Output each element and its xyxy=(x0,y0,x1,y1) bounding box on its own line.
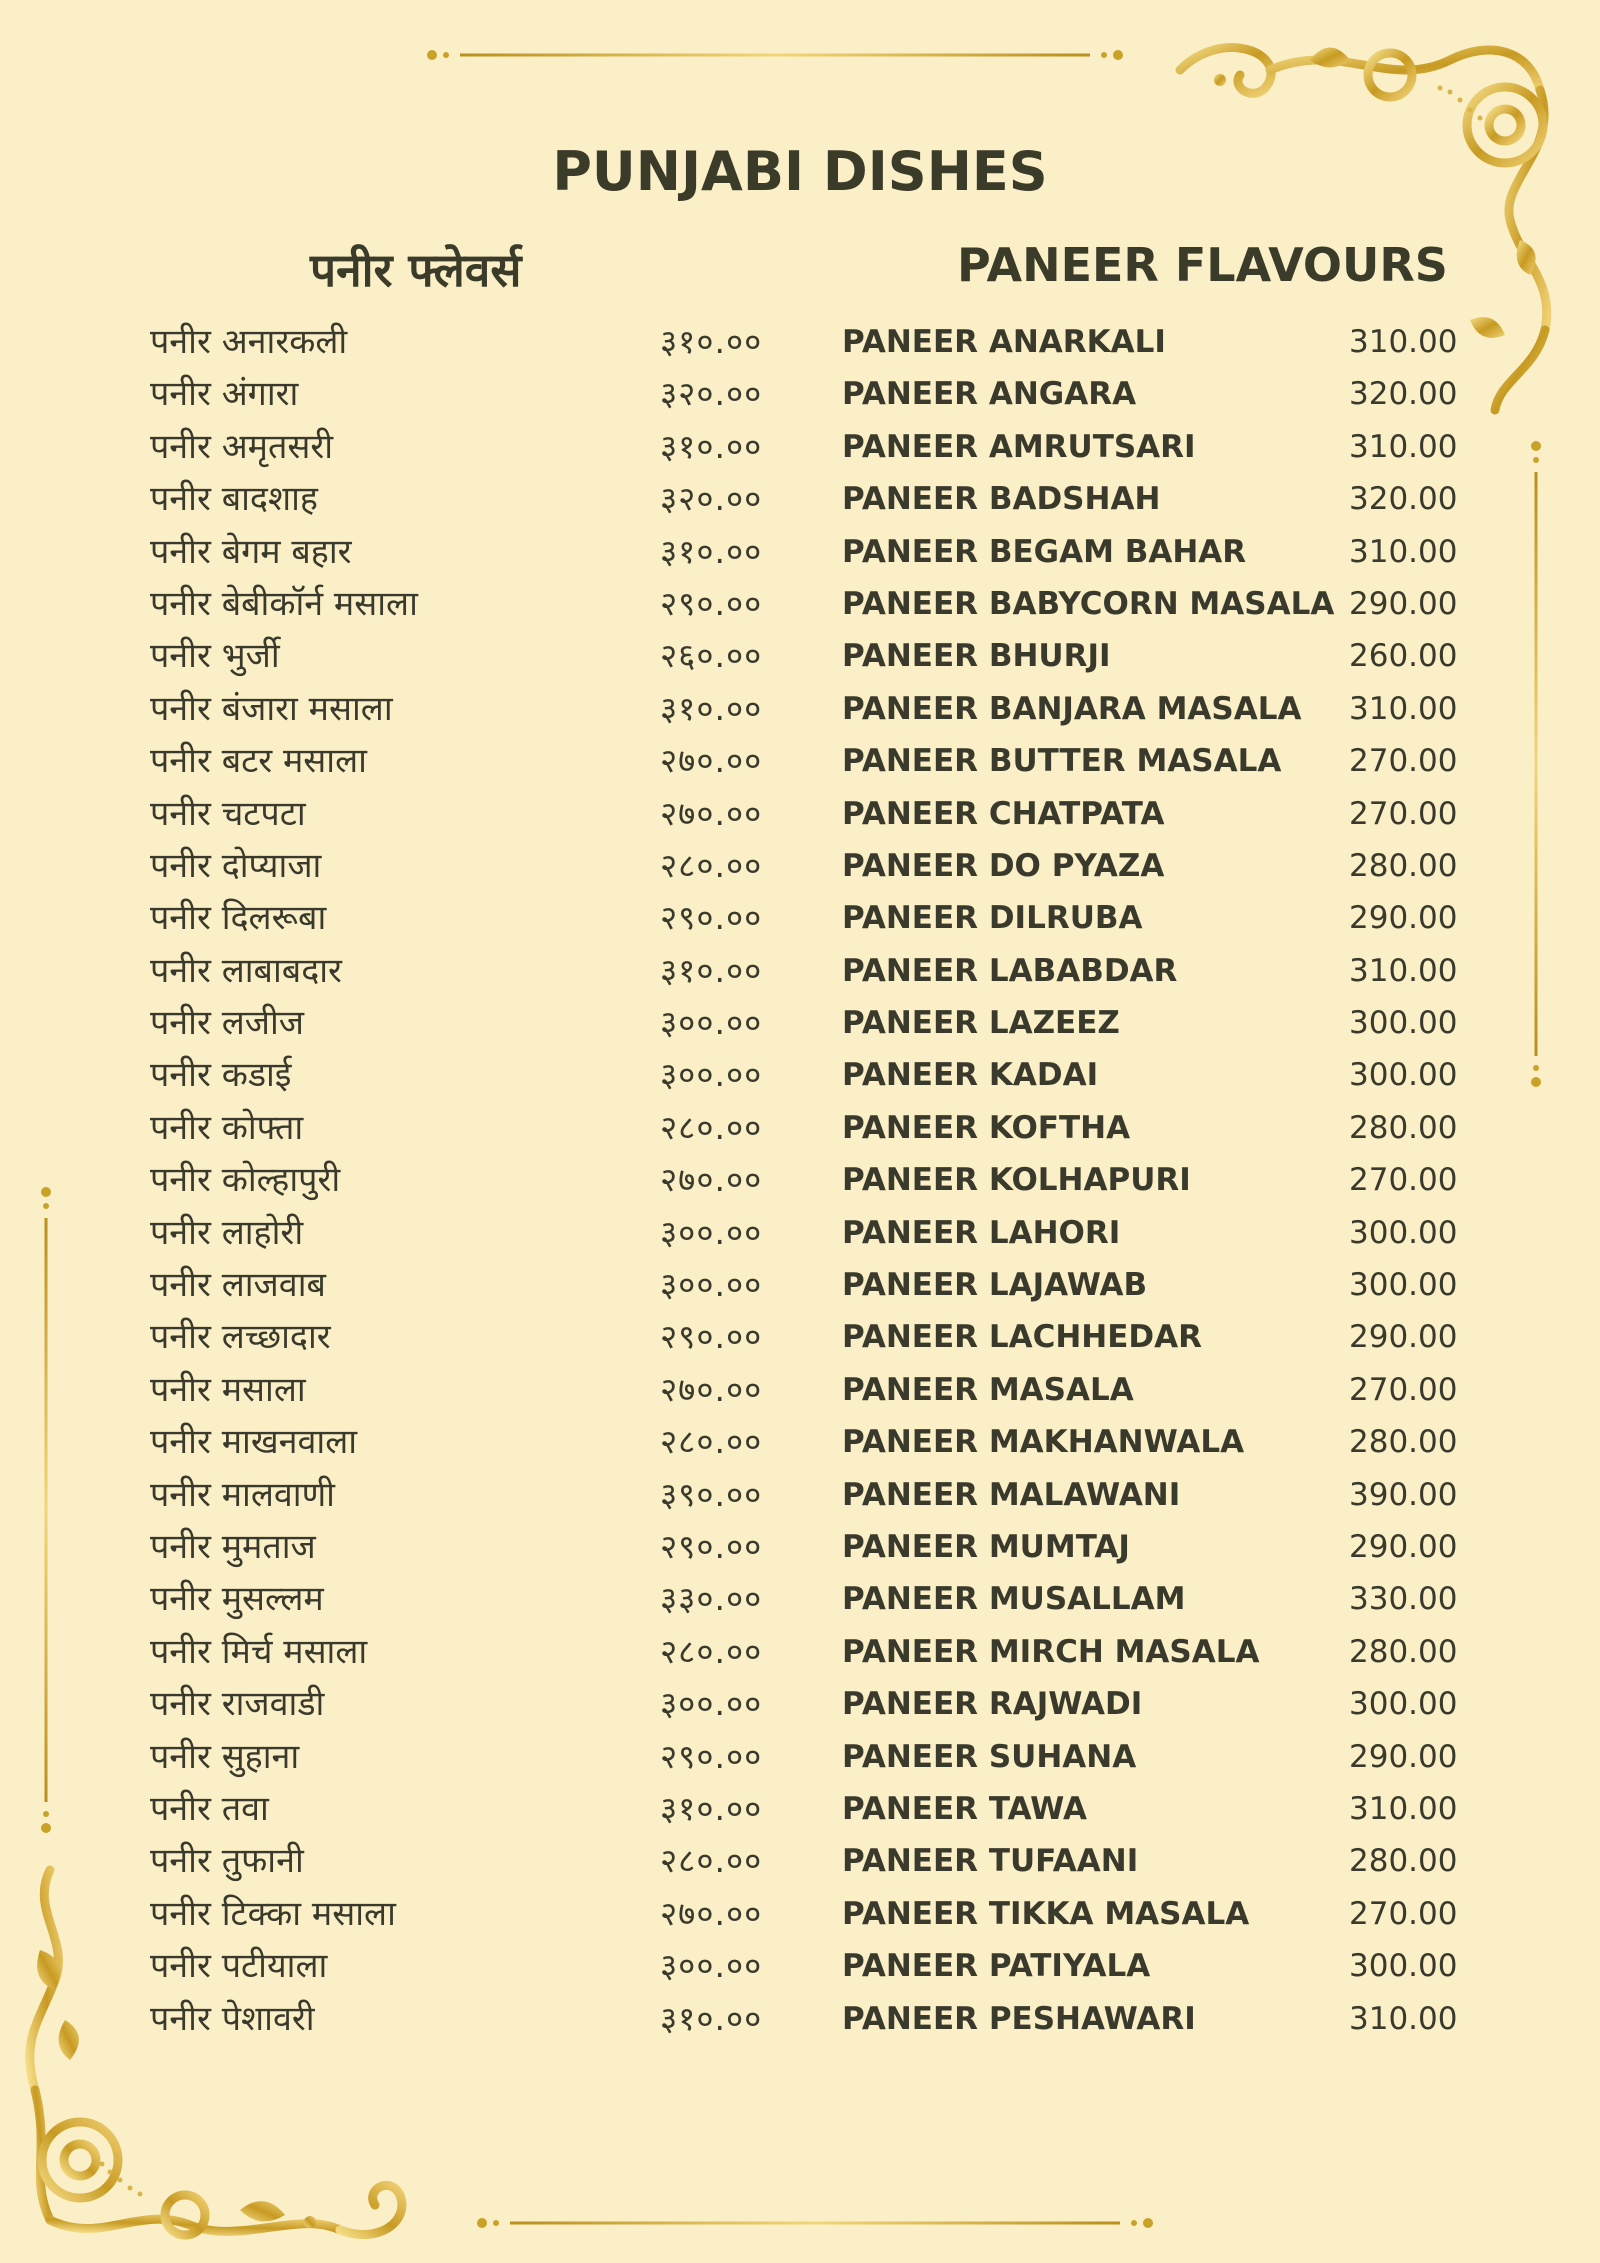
dish-price-marathi: ३१०.०० xyxy=(660,531,763,571)
dish-price-english: 300.00 xyxy=(1349,1057,1458,1094)
dish-price-marathi: २६०.०० xyxy=(660,636,763,676)
menu-row xyxy=(0,578,1600,630)
dish-name-english: PANEER PATIYALA xyxy=(842,1948,1151,1985)
dish-name-marathi: पनीर माखनवाला xyxy=(150,1422,358,1463)
dish-price-english: 290.00 xyxy=(1349,900,1458,937)
dish-name-marathi: पनीर बेगम बहार xyxy=(150,531,352,572)
dish-price-english: 300.00 xyxy=(1349,1005,1458,1042)
dish-price-marathi: २९०.०० xyxy=(660,1526,763,1566)
dish-price-marathi: ३१०.०० xyxy=(660,322,763,361)
dish-name-english: PANEER BHURJI xyxy=(842,638,1111,675)
menu-row xyxy=(0,1678,1600,1730)
dish-price-marathi: २७०.०० xyxy=(660,1369,763,1409)
dish-name-english: PANEER DO PYAZA xyxy=(842,847,1165,884)
dish-price-english: 260.00 xyxy=(1349,638,1458,675)
menu-row xyxy=(0,473,1600,525)
dish-price-english: 280.00 xyxy=(1349,847,1458,884)
dish-price-marathi: ३००.०० xyxy=(660,1684,763,1724)
menu-row xyxy=(0,1521,1600,1573)
dish-name-english: PANEER LAJAWAB xyxy=(842,1267,1148,1304)
section-heading-marathi: पनीर फ्लेवर्स xyxy=(310,243,522,297)
dish-name-marathi: पनीर मालवाणी xyxy=(150,1474,335,1515)
dish-price-english: 270.00 xyxy=(1349,795,1458,832)
dish-price-marathi: २७०.०० xyxy=(660,1893,763,1933)
page-title: PUNJABI DISHES xyxy=(552,140,1048,203)
dish-price-english: 280.00 xyxy=(1349,1424,1458,1461)
dish-price-english: 280.00 xyxy=(1349,1109,1458,1146)
dish-name-marathi: पनीर लाहोरी xyxy=(150,1212,304,1253)
dish-name-english: PANEER BADSHAH xyxy=(842,481,1161,518)
dish-name-english: PANEER LABABDAR xyxy=(842,952,1178,989)
dish-name-english: PANEER DILRUBA xyxy=(842,900,1143,937)
dish-price-marathi: ३००.०० xyxy=(660,1212,763,1252)
dish-price-english: 290.00 xyxy=(1349,1319,1458,1356)
dish-price-marathi: ३३०.०० xyxy=(660,1579,763,1619)
dish-name-marathi: पनीर चटपटा xyxy=(150,793,306,834)
dish-name-english: PANEER TAWA xyxy=(842,1790,1087,1827)
dish-price-english: 310.00 xyxy=(1349,324,1458,360)
menu-row xyxy=(0,1259,1600,1311)
menu-row xyxy=(0,892,1600,944)
section-heading-english: PANEER FLAVOURS xyxy=(957,238,1448,292)
dish-price-english: 290.00 xyxy=(1349,1528,1458,1565)
menu-row xyxy=(0,1731,1600,1783)
dish-price-marathi: २८०.०० xyxy=(660,1422,763,1462)
dish-price-english: 300.00 xyxy=(1349,1214,1458,1251)
menu-row xyxy=(0,1102,1600,1154)
dish-price-english: 300.00 xyxy=(1349,1267,1458,1304)
menu-row xyxy=(0,1049,1600,1101)
menu-row xyxy=(0,945,1600,997)
dish-name-english: PANEER MUSALLAM xyxy=(842,1581,1186,1618)
menu-row xyxy=(0,630,1600,682)
dish-name-english: PANEER MALAWANI xyxy=(842,1476,1181,1513)
dish-name-english: PANEER CHATPATA xyxy=(842,795,1165,832)
dish-price-english: 310.00 xyxy=(1349,533,1458,570)
dish-price-marathi: ३००.०० xyxy=(660,1946,763,1986)
menu-row xyxy=(0,1469,1600,1521)
dish-price-english: 290.00 xyxy=(1349,1738,1458,1775)
dish-name-marathi: पनीर अमृतसरी xyxy=(150,426,334,467)
dish-name-marathi: पनीर लच्छादार xyxy=(150,1317,331,1358)
dish-name-english: PANEER ANARKALI xyxy=(842,324,1166,360)
dish-name-marathi: पनीर दिलरूबा xyxy=(150,898,327,939)
menu-row xyxy=(0,1207,1600,1259)
dish-name-marathi: पनीर मुसल्लम xyxy=(150,1579,324,1620)
dish-name-english: PANEER BANJARA MASALA xyxy=(842,690,1302,727)
dish-name-marathi: पनीर बादशाह xyxy=(150,479,318,520)
menu-row xyxy=(0,526,1600,578)
dish-name-marathi: पनीर भुर्जी xyxy=(150,636,280,677)
dish-price-marathi: २८०.०० xyxy=(660,1631,763,1671)
dish-price-english: 290.00 xyxy=(1349,585,1458,622)
dish-price-english: 270.00 xyxy=(1349,1371,1458,1408)
dish-name-english: PANEER KOLHAPURI xyxy=(842,1162,1191,1199)
dish-price-marathi: ३१०.०० xyxy=(660,426,763,466)
dish-name-marathi: पनीर मुमताज xyxy=(150,1526,316,1567)
dish-price-marathi: ३००.०० xyxy=(660,1265,763,1305)
dish-name-marathi: पनीर पटीयाला xyxy=(150,1946,328,1987)
menu-row xyxy=(0,1626,1600,1678)
dish-name-english: PANEER LAZEEZ xyxy=(842,1005,1120,1042)
dish-price-marathi: २९०.०० xyxy=(660,1317,763,1357)
dish-name-english: PANEER BEGAM BAHAR xyxy=(842,533,1247,570)
dish-name-marathi: पनीर बेबीकॉर्न मसाला xyxy=(150,583,418,624)
dish-name-english: PANEER MIRCH MASALA xyxy=(842,1633,1260,1670)
dish-price-english: 270.00 xyxy=(1349,1162,1458,1199)
dish-price-english: 300.00 xyxy=(1349,1686,1458,1723)
dish-price-english: 310.00 xyxy=(1349,690,1458,727)
dish-name-marathi: पनीर पेशावरी xyxy=(150,1998,315,2039)
dish-price-english: 310.00 xyxy=(1349,1790,1458,1827)
dish-price-marathi: २९०.०० xyxy=(660,898,763,938)
dish-name-english: PANEER KOFTHA xyxy=(842,1109,1131,1146)
dish-name-english: PANEER BUTTER MASALA xyxy=(842,743,1282,780)
dish-name-marathi: पनीर बंजारा मसाला xyxy=(150,688,393,729)
dish-price-marathi: २७०.०० xyxy=(660,1160,763,1200)
menu-row xyxy=(0,368,1600,420)
dish-name-marathi: पनीर कडाई xyxy=(150,1055,292,1096)
menu-row xyxy=(0,683,1600,735)
dish-name-english: PANEER MASALA xyxy=(842,1371,1134,1408)
dish-name-marathi: पनीर कोल्हापुरी xyxy=(150,1160,341,1201)
dish-price-english: 280.00 xyxy=(1349,1843,1458,1880)
menu-row xyxy=(0,1573,1600,1625)
dish-name-english: PANEER LAHORI xyxy=(842,1214,1121,1251)
menu-row xyxy=(0,1311,1600,1363)
menu-row xyxy=(0,1416,1600,1468)
top-divider-ornament xyxy=(420,42,1130,68)
menu-row xyxy=(0,840,1600,892)
menu-row xyxy=(0,1364,1600,1416)
dish-name-marathi: पनीर अंगारा xyxy=(150,374,299,415)
menu-row xyxy=(0,788,1600,840)
dish-name-marathi: पनीर लाबाबदार xyxy=(150,950,342,991)
dish-name-marathi: पनीर लाजवाब xyxy=(150,1265,326,1306)
menu-row xyxy=(0,735,1600,787)
menu-list xyxy=(0,316,1600,2045)
dish-name-marathi: पनीर सुहाना xyxy=(150,1736,300,1777)
dish-price-english: 320.00 xyxy=(1349,376,1458,413)
dish-price-english: 310.00 xyxy=(1349,2000,1458,2037)
dish-name-english: PANEER SUHANA xyxy=(842,1738,1137,1775)
dish-name-english: PANEER ANGARA xyxy=(842,376,1137,413)
dish-price-english: 280.00 xyxy=(1349,1633,1458,1670)
menu-row xyxy=(0,316,1600,368)
dish-name-marathi: पनीर तवा xyxy=(150,1788,269,1829)
dish-price-marathi: २८०.०० xyxy=(660,845,763,885)
dish-name-marathi: पनीर तुफानी xyxy=(150,1841,304,1882)
dish-name-english: PANEER MAKHANWALA xyxy=(842,1424,1245,1461)
dish-price-marathi: २९०.०० xyxy=(660,1736,763,1776)
menu-row xyxy=(0,1993,1600,2045)
dish-price-marathi: २८०.०० xyxy=(660,1841,763,1881)
dish-price-english: 300.00 xyxy=(1349,1948,1458,1985)
dish-name-english: PANEER TUFAANI xyxy=(842,1843,1139,1880)
menu-row xyxy=(0,1783,1600,1835)
dish-price-marathi: ३१०.०० xyxy=(660,950,763,990)
menu-row xyxy=(0,1154,1600,1206)
dish-price-marathi: ३००.०० xyxy=(660,1055,763,1095)
dish-name-english: PANEER AMRUTSARI xyxy=(842,428,1196,465)
dish-price-english: 270.00 xyxy=(1349,1895,1458,1932)
menu-row xyxy=(0,421,1600,473)
dish-name-english: PANEER RAJWADI xyxy=(842,1686,1143,1723)
dish-name-english: PANEER TIKKA MASALA xyxy=(842,1895,1250,1932)
dish-price-marathi: ३००.०० xyxy=(660,1003,763,1043)
dish-price-marathi: २७०.०० xyxy=(660,741,763,781)
dish-name-marathi: पनीर टिक्का मसाला xyxy=(150,1893,396,1934)
dish-price-english: 270.00 xyxy=(1349,743,1458,780)
bottom-divider-ornament xyxy=(470,2210,1160,2236)
dish-price-english: 320.00 xyxy=(1349,481,1458,518)
menu-row xyxy=(0,1835,1600,1887)
dish-price-marathi: ३२०.०० xyxy=(660,374,763,414)
dish-name-english: PANEER MUMTAJ xyxy=(842,1528,1130,1565)
menu-row xyxy=(0,1940,1600,1992)
dish-name-marathi: पनीर मिर्च मसाला xyxy=(150,1631,368,1672)
dish-price-marathi: ३१०.०० xyxy=(660,1998,763,2038)
dish-price-marathi: ३९०.०० xyxy=(660,1474,763,1514)
dish-price-english: 330.00 xyxy=(1349,1581,1458,1618)
dish-name-marathi: पनीर दोप्याजा xyxy=(150,845,322,886)
dish-name-english: PANEER BABYCORN MASALA xyxy=(842,585,1335,622)
dish-name-marathi: पनीर कोफ्ता xyxy=(150,1107,304,1148)
dish-price-marathi: ३१०.०० xyxy=(660,1788,763,1828)
dish-price-english: 310.00 xyxy=(1349,952,1458,989)
dish-price-marathi: २८०.०० xyxy=(660,1107,763,1147)
dish-price-english: 390.00 xyxy=(1349,1476,1458,1513)
dish-price-marathi: ३१०.०० xyxy=(660,688,763,728)
dish-name-english: PANEER KADAI xyxy=(842,1057,1099,1094)
dish-price-marathi: २७०.०० xyxy=(660,793,763,833)
menu-row xyxy=(0,1888,1600,1940)
dish-price-english: 310.00 xyxy=(1349,428,1458,465)
dish-price-marathi: ३२०.०० xyxy=(660,479,763,519)
dish-name-marathi: पनीर राजवाडी xyxy=(150,1684,325,1725)
menu-row xyxy=(0,997,1600,1049)
dish-price-marathi: २९०.०० xyxy=(660,583,763,623)
dish-name-marathi: पनीर लजीज xyxy=(150,1003,305,1044)
dish-name-english: PANEER PESHAWARI xyxy=(842,2000,1196,2037)
dish-name-marathi: पनीर बटर मसाला xyxy=(150,741,367,782)
dish-name-marathi: पनीर अनारकली xyxy=(150,322,348,362)
dish-name-marathi: पनीर मसाला xyxy=(150,1369,306,1410)
dish-name-english: PANEER LACHHEDAR xyxy=(842,1319,1202,1356)
